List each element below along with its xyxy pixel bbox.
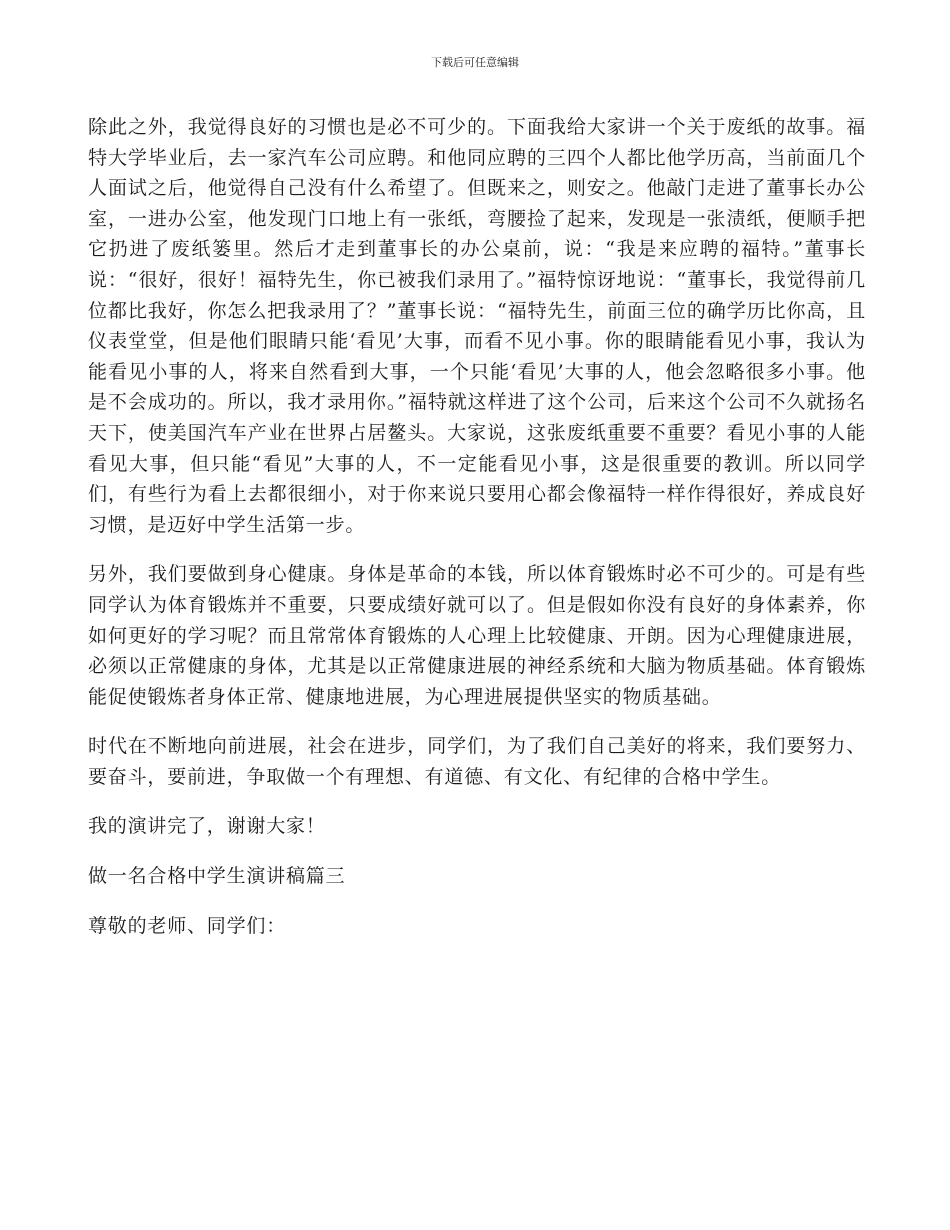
paragraph-health: 另外，我们要做到身心健康。身体是革命的本钱，所以体育锻炼时必不可少的。可是有些同学认为体育锻炼并不重要，只要成绩好就可以了。但是假如你没有良好的身体素养，你如何更好的学习呢？而且常常体育锻炼的人心理上比较健康、开朗。因为心理健康进展，必须以正常健康的身体，尤其是以正常健康进展的神经系统和大脑为物质基础。体育锻炼能促使锻炼者身体正常、健康地进展，为心理进展提供坚实的物质基础。 — [88, 563, 866, 708]
header-note: 下载后可任意编辑 — [431, 56, 519, 69]
paragraph-closing: 我的演讲完了，谢谢大家！ — [88, 815, 326, 838]
document-body — [88, 112, 866, 960]
section-title: 做一名合格中学生演讲稿篇三 — [88, 865, 346, 888]
paragraph-habits-story: 除此之外，我觉得良好的习惯也是必不可少的。下面我给大家讲一个关于废纸的故事。福特大学毕业后，去一家汽车公司应聘。和他同应聘的三四个人都比他学历高，当前面几个人面试之后，他觉得自己没有什么希望了。但既来之，则安之。他敲门走进了董事长办公室，一进办公室，他发现门口地上有一张纸，弯腰捡了起来，发现是一张渍纸，便顺手把它扔进了废纸篓里。然后才走到董事长的办公桌前，说：“我是来应聘的福特。”董事长说：“很好，很好！福特先生，你已被我们录用了。”福特惊讶地说：“董事长，我觉得前几位都比我好，你怎么把我录用了？”董事长说：“福特先生，前面三位的确学历比你高，且仪表堂堂，但是他们眼睛只能‘看见’大事，而看不见小事。你的眼睛能看见小事，我认为能看见小事的人，将来自然看到大事，一个只能‘看见’大事的人，他会忽略很多小事。他是不会成功的。所以，我才录用你。”福特就这样进了这个公司，后来这个公司不久就扬名天下，使美国汽车产业在世界占居鳌头。大家说，这张废纸重要不重要？看见小事的人能看见大事，但只能“看见”大事的人，不一定能看见小事，这是很重要的教训。所以同学们，有些行为看上去都很细小，对于你来说只要用心都会像福特一样作得很好，养成良好习惯，是迈好中学生活第一步。 — [88, 116, 866, 536]
salutation: 尊敬的老师、同学们： — [88, 914, 287, 937]
paragraph-future: 时代在不断地向前进展，社会在进步，同学们，为了我们自己美好的将来，我们要努力、要奋斗，要前进，争取做一个有理想、有道德、有文化、有纪律的合格中学生。 — [88, 735, 866, 788]
